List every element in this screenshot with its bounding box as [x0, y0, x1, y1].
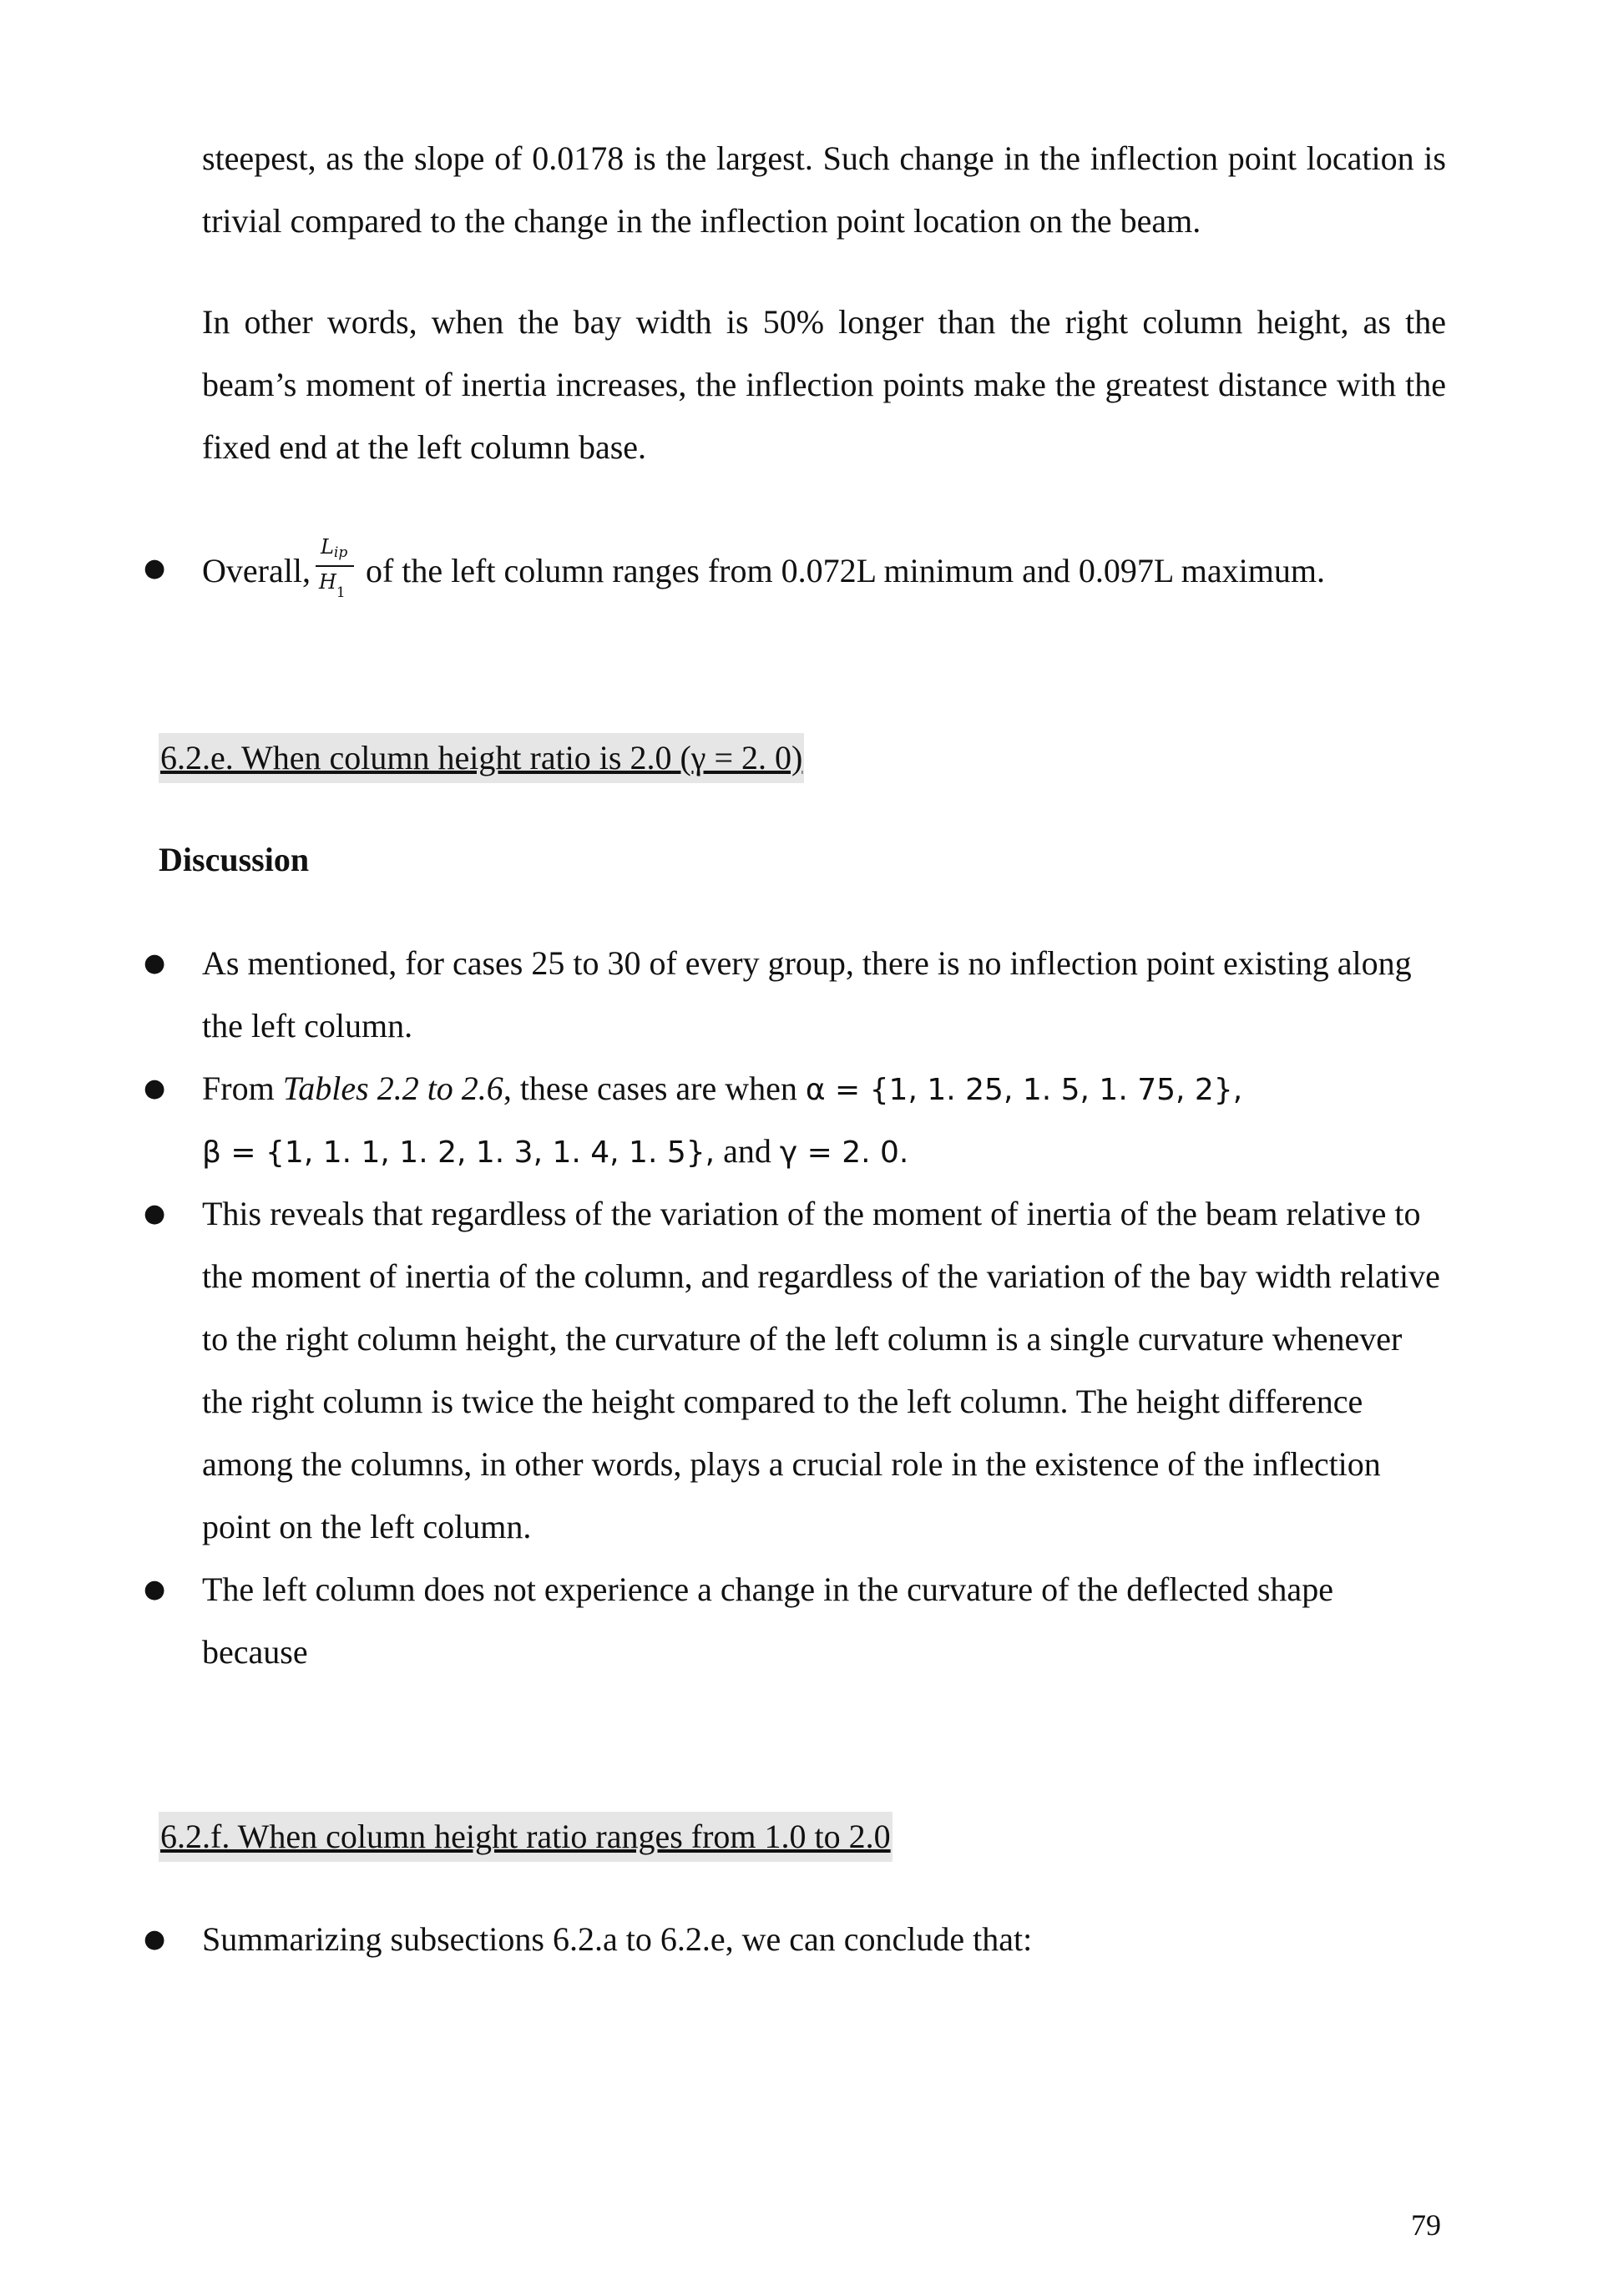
gamma-value: γ = 2. 0.: [779, 1135, 909, 1170]
bullet-text-tables-cont: [202, 1120, 908, 1184]
alpha-set: α = {1, 1. 25, 1. 5, 1. 75, 2},: [805, 1073, 1243, 1107]
tables-reference: Tables 2.2 to 2.6: [282, 1070, 503, 1107]
tables-from: From: [202, 1070, 275, 1107]
lip-over-h1-fraction: [314, 535, 361, 610]
overall-line: [202, 537, 1325, 612]
discussion-title: Discussion: [159, 841, 310, 878]
fraction-denominator: H: [318, 570, 336, 594]
bullet-marker: ●: [144, 554, 166, 583]
section-heading-6-2-e: 6.2.e. When column height ratio is 2.0 (γ = 2. 0): [159, 733, 804, 783]
and-word: and: [723, 1132, 771, 1170]
fraction-numerator: L: [320, 535, 334, 559]
fraction-denominator-subscript: 1: [336, 584, 346, 601]
bullet-marker: ●: [144, 1924, 166, 1954]
paragraph-intro-1: steepest, as the slope of 0.0178 is the largest. Such change in the inflection point location is trivial compared to the change in the inflection point location on the beam.: [202, 139, 1446, 240]
beta-set: β = {1, 1. 1, 1. 2, 1. 3, 1. 4, 1. 5},: [202, 1135, 716, 1170]
section-heading-6-2-f: 6.2.f. When column height ratio ranges from 1.0 to 2.0: [159, 1812, 893, 1862]
bullet-text-no-change: The left column does not experience a change in the curvature of the deflected shape because: [202, 1570, 1333, 1671]
bullet-marker: ●: [144, 1575, 166, 1604]
bullet-text-summary: Summarizing subsections 6.2.a to 6.2.e, we can conclude that:: [202, 1920, 1033, 1958]
paragraph-intro-2: In other words, when the bay width is 50% longer than the right column height, as the beam’s moment of inertia increases, the inflection points make the greatest distance with the fixed end at the left column base.: [202, 303, 1446, 466]
fraction-bar: [316, 565, 354, 567]
bullet-text-tables: [202, 1057, 1242, 1121]
bullet-marker: ●: [144, 1199, 166, 1228]
page-number: 79: [1411, 2208, 1441, 2242]
bullet-marker: ●: [144, 1074, 166, 1103]
overall-suffix: of the left column ranges from 0.072L minimum and 0.097L maximum.: [365, 552, 1325, 590]
bullet-text-reveals: This reveals that regardless of the variation of the moment of inertia of the beam relative to the moment of inertia of the column, and regardless of the variation of the bay width relative to the right column height, the curvature of the left column is a single curvature whenever the right column is twice the height compared to the left column. The height difference among the columns, in other words, plays a crucial role in the existence of the inflection point on the left column.: [202, 1195, 1440, 1545]
fraction-numerator-subscript: ip: [333, 544, 348, 561]
tables-mid: , these cases are when: [503, 1070, 797, 1107]
bullet-text-cases: As mentioned, for cases 25 to 30 of every group, there is no inflection point existing along the left column.: [202, 944, 1412, 1044]
overall-prefix: Overall,: [202, 552, 311, 590]
bullet-marker: ●: [144, 948, 166, 978]
